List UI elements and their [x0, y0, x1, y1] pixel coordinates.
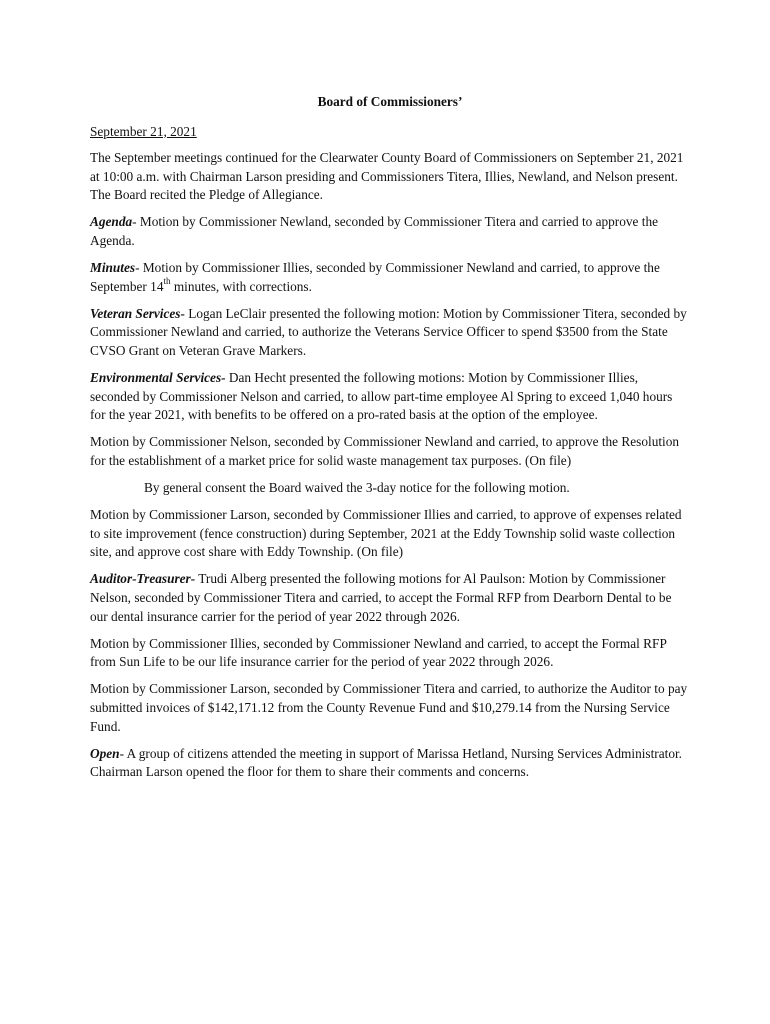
- veteran-services-paragraph: [90, 305, 690, 361]
- resolution-motion-paragraph: Motion by Commissioner Nelson, seconded by Commissioner Newland and carried, to approve the Resolution for the establishment of a market price for solid waste management tax purposes. (On file): [90, 434, 680, 468]
- invoices-motion-paragraph: Motion by Commissioner Larson, seconded by Commissioner Titera and carried, to authorize the Auditor to pay submitted invoices of $142,171.12 from the County Revenue Fund and $10,279.14 from the Nursing Service Fund.: [90, 681, 688, 734]
- veteran-services-heading: Veteran Services-: [90, 305, 185, 321]
- minutes-heading: Minutes: [90, 260, 136, 276]
- environmental-services-text: Dan Hecht presented the following motions: Motion by Commissioner Illies, seconded by Commissioner Nelson and carried, to allow part-time employee Al Spring to exceed 1,040 hours for the year 2021, with benefits to be offered on a pro-rated basis at the option of the employee.: [90, 370, 673, 423]
- intro-paragraph: The September meetings continued for the Clearwater County Board of Commissioners on September 21, 2021 at 10:00 a.m. with Chairman Larson presiding and Commissioners Titera, Illies, Newland, and Nelson present. The Board recited the Pledge of Allegiance.: [90, 150, 684, 203]
- veteran-services-text: Logan LeClair presented the following motion: Motion by Commissioner Titera, seconded by Commissioner Newland and carried, to authorize the Veterans Service Officer to spend $3500 from the State CVSO Grant on Veteran Grave Markers.: [90, 305, 687, 359]
- fence-motion-paragraph: Motion by Commissioner Larson, seconded by Commissioner Illies and carried, to approve of expenses related to site improvement (fence construction) during September, 2021 at the Eddy Township solid waste collection site, and approve cost share with Eddy Township. (On file): [90, 507, 682, 560]
- environmental-services-paragraph: [90, 369, 690, 425]
- agenda-text: - Motion by Commissioner Newland, seconded by Commissioner Titera and carried to approve the Agenda.: [90, 214, 659, 249]
- document-title: Board of Commissioners’: [317, 94, 463, 109]
- auditor-treasurer-text: Trudi Alberg presented the following motions for Al Paulson: Motion by Commissioner Nelson, seconded by Commissioner Titera and carried, to accept the Formal RFP from Dearborn Dental to be our dental insurance carrier for the period of year 2022 through 2026.: [90, 571, 672, 624]
- agenda-heading: Agenda: [90, 214, 133, 230]
- auditor-treasurer-paragraph: [90, 570, 690, 626]
- agenda-paragraph: [90, 213, 690, 250]
- minutes-text: - Motion by Commissioner Illies, seconded by Commissioner Newland and carried, to approve the September 14: [90, 260, 660, 294]
- minutes-paragraph: [90, 259, 690, 296]
- minutes-text-end: minutes, with corrections.: [170, 278, 312, 294]
- environmental-services-heading: Environmental Services-: [90, 370, 226, 386]
- open-paragraph: [90, 745, 690, 782]
- auditor-treasurer-heading: Auditor-Treasurer-: [90, 571, 196, 587]
- document-page: [90, 93, 690, 790]
- open-text: - A group of citizens attended the meeting in support of Marissa Hetland, Nursing Services Administrator. Chairman Larson opened the floor for them to share their comments and concerns.: [90, 745, 682, 780]
- sunlife-motion-paragraph: Motion by Commissioner Illies, seconded by Commissioner Newland and carried, to accept the Formal RFP from Sun Life to be our life insurance carrier for the period of year 2022 through 2026.: [90, 635, 667, 670]
- open-heading: Open: [90, 745, 120, 761]
- minutes-superscript: th: [163, 276, 171, 287]
- meeting-date: September 21, 2021: [90, 123, 197, 139]
- general-consent-paragraph: By general consent the Board waived the 3-day notice for the following motion.: [144, 480, 570, 496]
